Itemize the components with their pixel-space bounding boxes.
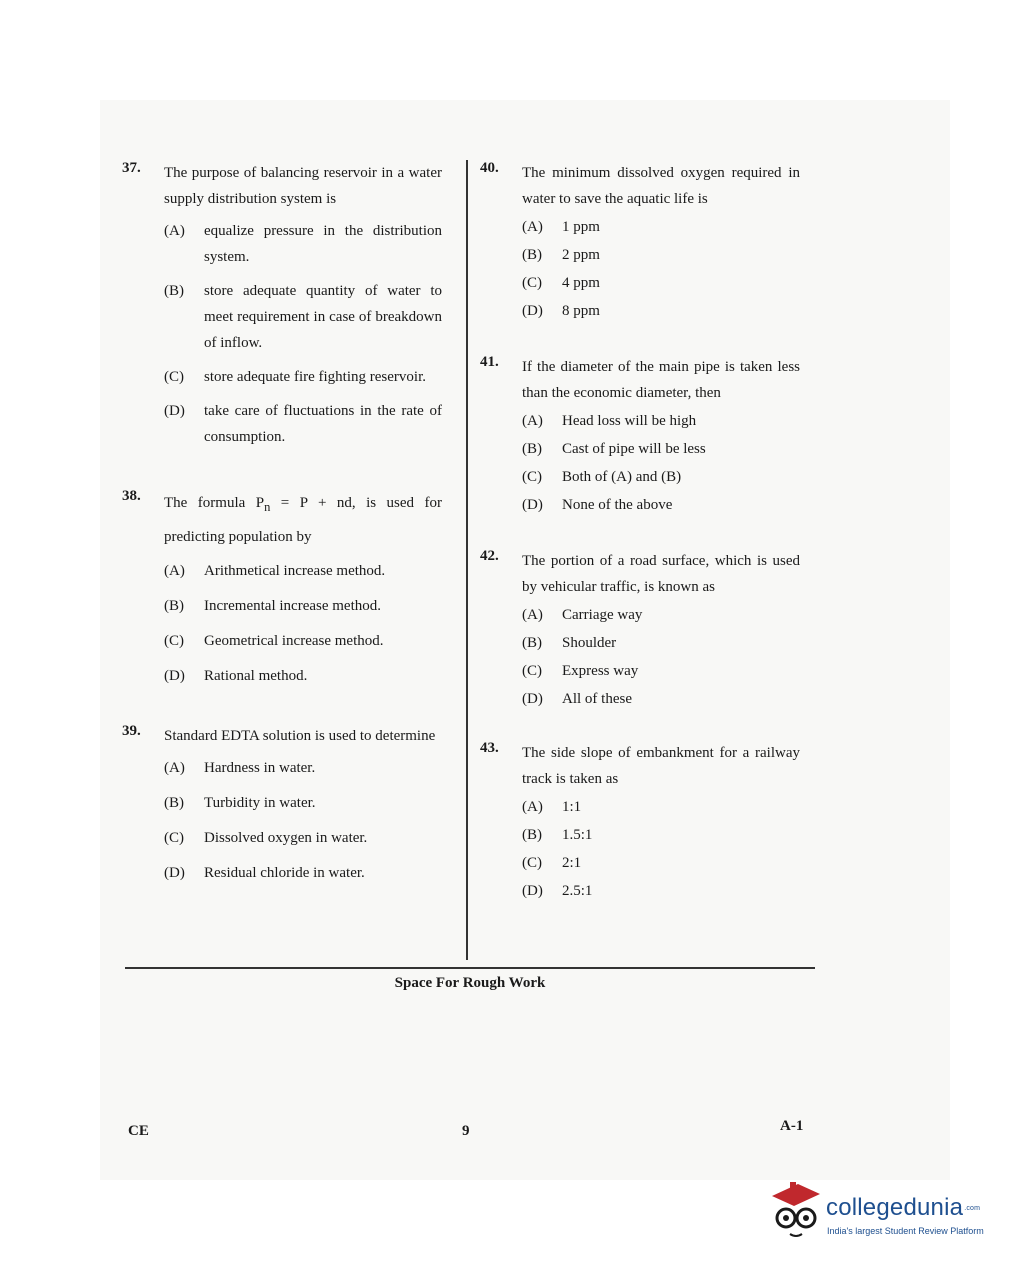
option bbox=[164, 790, 442, 816]
option-label: (A) bbox=[164, 563, 185, 579]
option-label: (D) bbox=[522, 303, 543, 319]
page-number: 9 bbox=[462, 1123, 470, 1139]
option-text: Both of (A) and (B) bbox=[562, 469, 682, 485]
option-text: 8 ppm bbox=[562, 303, 600, 319]
booklet-series: A-1 bbox=[780, 1118, 804, 1134]
option bbox=[522, 630, 800, 656]
option bbox=[522, 464, 800, 490]
question-37 bbox=[122, 160, 442, 450]
option-text: Hardness in water. bbox=[204, 760, 316, 776]
option-label: (C) bbox=[164, 633, 184, 649]
right-column bbox=[480, 160, 800, 926]
option-text: Dissolved oxygen in water. bbox=[204, 830, 368, 846]
option-text: Incremental increase method. bbox=[204, 598, 381, 614]
options-list bbox=[164, 218, 442, 450]
question-38 bbox=[122, 488, 442, 689]
paper-code: CE bbox=[128, 1123, 149, 1139]
option-text: Turbidity in water. bbox=[204, 795, 316, 811]
question-number: 40. bbox=[480, 160, 499, 176]
option bbox=[522, 850, 800, 876]
question-number: 37. bbox=[122, 160, 141, 176]
question-number: 43. bbox=[480, 740, 499, 756]
option-label: (A) bbox=[522, 413, 543, 429]
option-label: (B) bbox=[522, 827, 542, 843]
options-list bbox=[522, 408, 800, 518]
option bbox=[522, 214, 800, 240]
option-text: Cast of pipe will be less bbox=[562, 441, 706, 457]
option-label: (A) bbox=[522, 799, 543, 815]
option-label: (C) bbox=[164, 369, 184, 385]
option-label: (B) bbox=[164, 598, 184, 614]
option-label: (D) bbox=[164, 403, 185, 419]
option-label: (C) bbox=[522, 275, 542, 291]
option-label: (A) bbox=[164, 223, 185, 239]
question-text: If the diameter of the main pipe is taken less than the economic diameter, then bbox=[522, 359, 800, 401]
option-text: Head loss will be high bbox=[562, 413, 697, 429]
question-text: The side slope of embankment for a railway track is taken as bbox=[522, 745, 800, 787]
option bbox=[522, 878, 800, 904]
option-label: (C) bbox=[522, 469, 542, 485]
question-text: The minimum dissolved oxygen required in water to save the aquatic life is bbox=[522, 165, 800, 207]
option-text: 2 ppm bbox=[562, 247, 600, 263]
subscript: n bbox=[264, 500, 271, 514]
question-number: 42. bbox=[480, 548, 499, 564]
option bbox=[522, 658, 800, 684]
options-list bbox=[522, 602, 800, 712]
option-text: Shoulder bbox=[562, 635, 617, 651]
option bbox=[522, 436, 800, 462]
option-text: take care of fluctuations in the rate of consumption. bbox=[204, 403, 442, 445]
options-list bbox=[522, 214, 800, 324]
question-39 bbox=[122, 723, 442, 886]
question-number: 38. bbox=[122, 488, 141, 504]
option bbox=[164, 364, 442, 390]
option-label: (B) bbox=[522, 635, 542, 651]
option bbox=[522, 794, 800, 820]
question-number: 41. bbox=[480, 354, 499, 370]
option bbox=[522, 822, 800, 848]
option bbox=[164, 663, 442, 689]
options-list bbox=[164, 558, 442, 689]
option-text: 1:1 bbox=[562, 799, 582, 815]
option bbox=[522, 602, 800, 628]
option bbox=[164, 398, 442, 450]
option bbox=[164, 825, 442, 851]
option-label: (C) bbox=[522, 855, 542, 871]
option bbox=[164, 218, 442, 270]
option-label: (D) bbox=[164, 865, 185, 881]
option-label: (D) bbox=[522, 691, 543, 707]
option-label: (B) bbox=[522, 441, 542, 457]
option bbox=[522, 270, 800, 296]
option bbox=[164, 860, 442, 886]
options-list bbox=[522, 794, 800, 904]
option bbox=[522, 686, 800, 712]
column-divider bbox=[466, 160, 468, 960]
option-label: (C) bbox=[522, 663, 542, 679]
option-text: Arithmetical increase method. bbox=[204, 563, 386, 579]
option-label: (A) bbox=[164, 760, 185, 776]
option bbox=[522, 408, 800, 434]
option-text: Residual chloride in water. bbox=[204, 865, 365, 881]
question-42 bbox=[480, 548, 800, 712]
question-text bbox=[164, 488, 442, 552]
question-text-part: = P + nd, is used for predicting population by bbox=[164, 495, 442, 545]
question-number: 39. bbox=[122, 723, 141, 739]
option-text: Geometrical increase method. bbox=[204, 633, 384, 649]
options-list bbox=[164, 755, 442, 886]
question-text: The purpose of balancing reservoir in a water supply distribution system is bbox=[164, 165, 442, 207]
option-text: 1 ppm bbox=[562, 219, 600, 235]
option bbox=[164, 593, 442, 619]
collegedunia-watermark bbox=[770, 1178, 1000, 1248]
question-40 bbox=[480, 160, 800, 324]
option-text: 2:1 bbox=[562, 855, 582, 871]
option bbox=[522, 298, 800, 324]
brand-name bbox=[826, 1194, 980, 1222]
option-label: (B) bbox=[522, 247, 542, 263]
option bbox=[164, 755, 442, 781]
option bbox=[522, 242, 800, 268]
option-text: 2.5:1 bbox=[562, 883, 593, 899]
option-text: Carriage way bbox=[562, 607, 643, 623]
option-text: None of the above bbox=[562, 497, 673, 513]
option-text: equalize pressure in the distribution system. bbox=[204, 223, 442, 265]
question-text-part: The formula P bbox=[164, 495, 265, 511]
option bbox=[164, 558, 442, 584]
option bbox=[164, 628, 442, 654]
option-text: All of these bbox=[562, 691, 632, 707]
question-43 bbox=[480, 740, 800, 904]
option-text: 4 ppm bbox=[562, 275, 600, 291]
option-label: (C) bbox=[164, 830, 184, 846]
question-text: Standard EDTA solution is used to determine bbox=[164, 728, 436, 744]
option-label: (B) bbox=[164, 283, 184, 299]
option-text: store adequate fire fighting reservoir. bbox=[204, 369, 426, 385]
graduate-mascot-icon bbox=[770, 1178, 822, 1244]
horizontal-rule bbox=[125, 967, 815, 969]
option-label: (D) bbox=[522, 497, 543, 513]
question-41 bbox=[480, 354, 800, 518]
brand-domain-suffix: .com bbox=[964, 1205, 981, 1213]
option-label: (D) bbox=[522, 883, 543, 899]
rough-work-label: Space For Rough Work bbox=[394, 975, 546, 991]
option-text: 1.5:1 bbox=[562, 827, 593, 843]
question-text: The portion of a road surface, which is used by vehicular traffic, is known as bbox=[522, 553, 800, 595]
option bbox=[164, 278, 442, 356]
option-text: store adequate quantity of water to meet requirement in case of breakdown of inflow. bbox=[204, 283, 442, 351]
option-text: Rational method. bbox=[204, 668, 308, 684]
brand-name-text: collegedunia bbox=[826, 1194, 964, 1221]
option-label: (D) bbox=[164, 668, 185, 684]
option-label: (A) bbox=[522, 219, 543, 235]
option-text: Express way bbox=[562, 663, 639, 679]
option bbox=[522, 492, 800, 518]
brand-tagline: India's largest Student Review Platform bbox=[827, 1226, 984, 1236]
left-column bbox=[122, 160, 442, 908]
option-label: (A) bbox=[522, 607, 543, 623]
option-label: (B) bbox=[164, 795, 184, 811]
